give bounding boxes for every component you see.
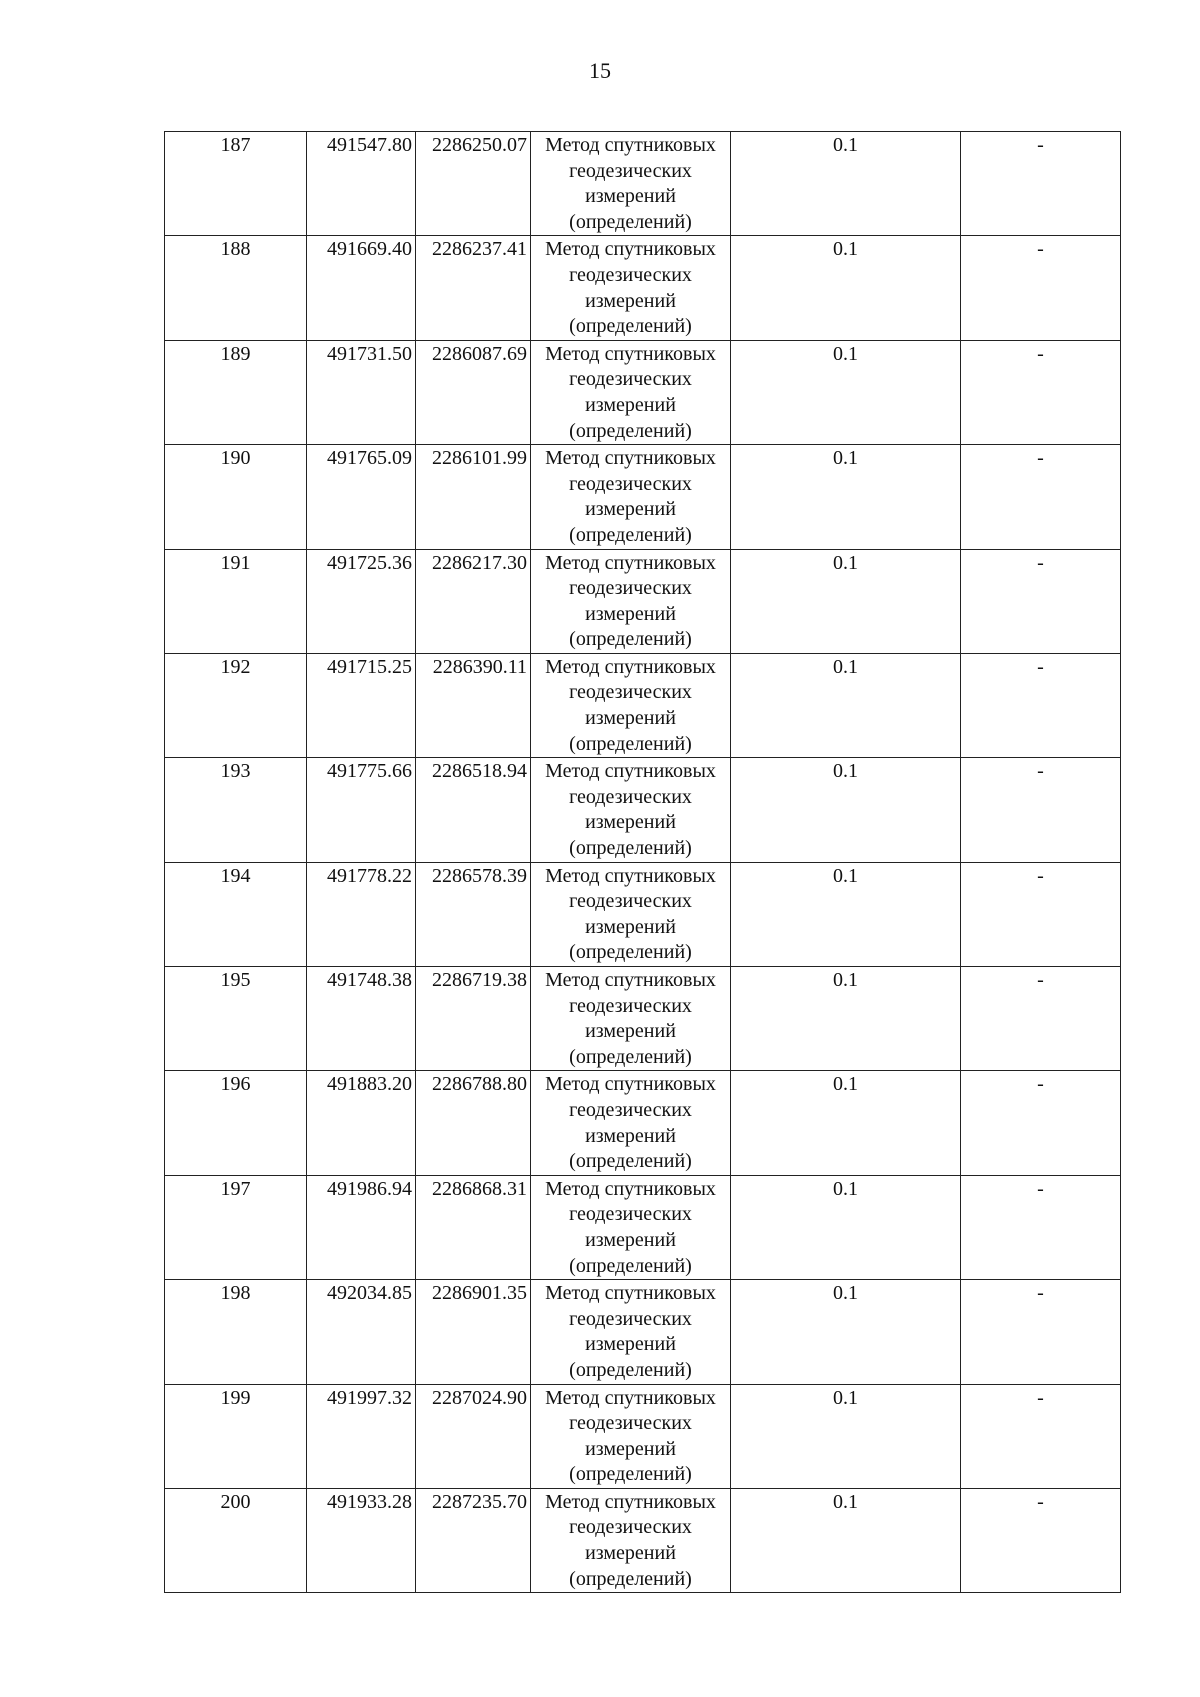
table-row	[165, 549, 1121, 653]
accuracy-cell: 0.1	[731, 653, 961, 757]
accuracy-cell: 0.1	[731, 1488, 961, 1592]
accuracy-cell: 0.1	[731, 340, 961, 444]
point-number-cell: 194	[165, 862, 307, 966]
x-coordinate-cell: 491778.22	[307, 862, 416, 966]
y-coordinate-cell: 2286237.41	[416, 236, 531, 340]
x-coordinate-cell: 491547.80	[307, 132, 416, 236]
method-cell: Метод спутниковых геодезических измерений (определений)	[531, 1071, 731, 1175]
accuracy-cell: 0.1	[731, 1175, 961, 1279]
description-cell: -	[961, 1280, 1121, 1384]
accuracy-cell: 0.1	[731, 549, 961, 653]
accuracy-cell: 0.1	[731, 1280, 961, 1384]
method-cell: Метод спутниковых геодезических измерений (определений)	[531, 967, 731, 1071]
description-cell: -	[961, 1384, 1121, 1488]
description-cell: -	[961, 1071, 1121, 1175]
point-number-cell: 192	[165, 653, 307, 757]
method-cell: Метод спутниковых геодезических измерений (определений)	[531, 340, 731, 444]
y-coordinate-cell: 2287235.70	[416, 1488, 531, 1592]
point-number-cell: 191	[165, 549, 307, 653]
method-cell: Метод спутниковых геодезических измерений (определений)	[531, 1175, 731, 1279]
method-cell: Метод спутниковых геодезических измерений (определений)	[531, 653, 731, 757]
description-cell: -	[961, 862, 1121, 966]
table-row	[165, 445, 1121, 549]
point-number-cell: 198	[165, 1280, 307, 1384]
y-coordinate-cell: 2287024.90	[416, 1384, 531, 1488]
point-number-cell: 195	[165, 967, 307, 1071]
y-coordinate-cell: 2286578.39	[416, 862, 531, 966]
accuracy-cell: 0.1	[731, 445, 961, 549]
point-number-cell: 188	[165, 236, 307, 340]
method-cell: Метод спутниковых геодезических измерений (определений)	[531, 445, 731, 549]
y-coordinate-cell: 2286719.38	[416, 967, 531, 1071]
method-cell: Метод спутниковых геодезических измерений (определений)	[531, 132, 731, 236]
point-number-cell: 187	[165, 132, 307, 236]
point-number-cell: 197	[165, 1175, 307, 1279]
table-row	[165, 1175, 1121, 1279]
method-cell: Метод спутниковых геодезических измерений (определений)	[531, 1488, 731, 1592]
point-number-cell: 190	[165, 445, 307, 549]
x-coordinate-cell: 491669.40	[307, 236, 416, 340]
x-coordinate-cell: 492034.85	[307, 1280, 416, 1384]
point-number-cell: 200	[165, 1488, 307, 1592]
table-row	[165, 862, 1121, 966]
y-coordinate-cell: 2286217.30	[416, 549, 531, 653]
description-cell: -	[961, 549, 1121, 653]
description-cell: -	[961, 132, 1121, 236]
method-cell: Метод спутниковых геодезических измерений (определений)	[531, 1384, 731, 1488]
method-cell: Метод спутниковых геодезических измерений (определений)	[531, 862, 731, 966]
x-coordinate-cell: 491986.94	[307, 1175, 416, 1279]
description-cell: -	[961, 653, 1121, 757]
x-coordinate-cell: 491715.25	[307, 653, 416, 757]
description-cell: -	[961, 1488, 1121, 1592]
y-coordinate-cell: 2286101.99	[416, 445, 531, 549]
x-coordinate-cell: 491731.50	[307, 340, 416, 444]
accuracy-cell: 0.1	[731, 1384, 961, 1488]
table-row	[165, 132, 1121, 236]
description-cell: -	[961, 1175, 1121, 1279]
method-cell: Метод спутниковых геодезических измерений (определений)	[531, 549, 731, 653]
table-row	[165, 758, 1121, 862]
x-coordinate-cell: 491748.38	[307, 967, 416, 1071]
y-coordinate-cell: 2286250.07	[416, 132, 531, 236]
point-number-cell: 196	[165, 1071, 307, 1175]
method-cell: Метод спутниковых геодезических измерений (определений)	[531, 1280, 731, 1384]
coordinates-table	[164, 131, 1121, 1593]
x-coordinate-cell: 491725.36	[307, 549, 416, 653]
method-cell: Метод спутниковых геодезических измерений (определений)	[531, 758, 731, 862]
description-cell: -	[961, 967, 1121, 1071]
y-coordinate-cell: 2286518.94	[416, 758, 531, 862]
y-coordinate-cell: 2286901.35	[416, 1280, 531, 1384]
description-cell: -	[961, 236, 1121, 340]
x-coordinate-cell: 491997.32	[307, 1384, 416, 1488]
x-coordinate-cell: 491933.28	[307, 1488, 416, 1592]
method-cell: Метод спутниковых геодезических измерений (определений)	[531, 236, 731, 340]
table-row	[165, 1071, 1121, 1175]
accuracy-cell: 0.1	[731, 132, 961, 236]
description-cell: -	[961, 445, 1121, 549]
accuracy-cell: 0.1	[731, 1071, 961, 1175]
accuracy-cell: 0.1	[731, 967, 961, 1071]
point-number-cell: 199	[165, 1384, 307, 1488]
table-row	[165, 236, 1121, 340]
table-row	[165, 1280, 1121, 1384]
description-cell: -	[961, 340, 1121, 444]
accuracy-cell: 0.1	[731, 236, 961, 340]
table-row	[165, 653, 1121, 757]
table-row	[165, 1488, 1121, 1592]
coordinates-table-body	[165, 132, 1121, 1593]
y-coordinate-cell: 2286868.31	[416, 1175, 531, 1279]
y-coordinate-cell: 2286788.80	[416, 1071, 531, 1175]
x-coordinate-cell: 491775.66	[307, 758, 416, 862]
point-number-cell: 189	[165, 340, 307, 444]
table-row	[165, 967, 1121, 1071]
x-coordinate-cell: 491765.09	[307, 445, 416, 549]
y-coordinate-cell: 2286087.69	[416, 340, 531, 444]
y-coordinate-cell: 2286390.11	[416, 653, 531, 757]
table-row	[165, 1384, 1121, 1488]
accuracy-cell: 0.1	[731, 862, 961, 966]
x-coordinate-cell: 491883.20	[307, 1071, 416, 1175]
table-row	[165, 340, 1121, 444]
page-number: 15	[589, 58, 611, 83]
accuracy-cell: 0.1	[731, 758, 961, 862]
description-cell: -	[961, 758, 1121, 862]
point-number-cell: 193	[165, 758, 307, 862]
